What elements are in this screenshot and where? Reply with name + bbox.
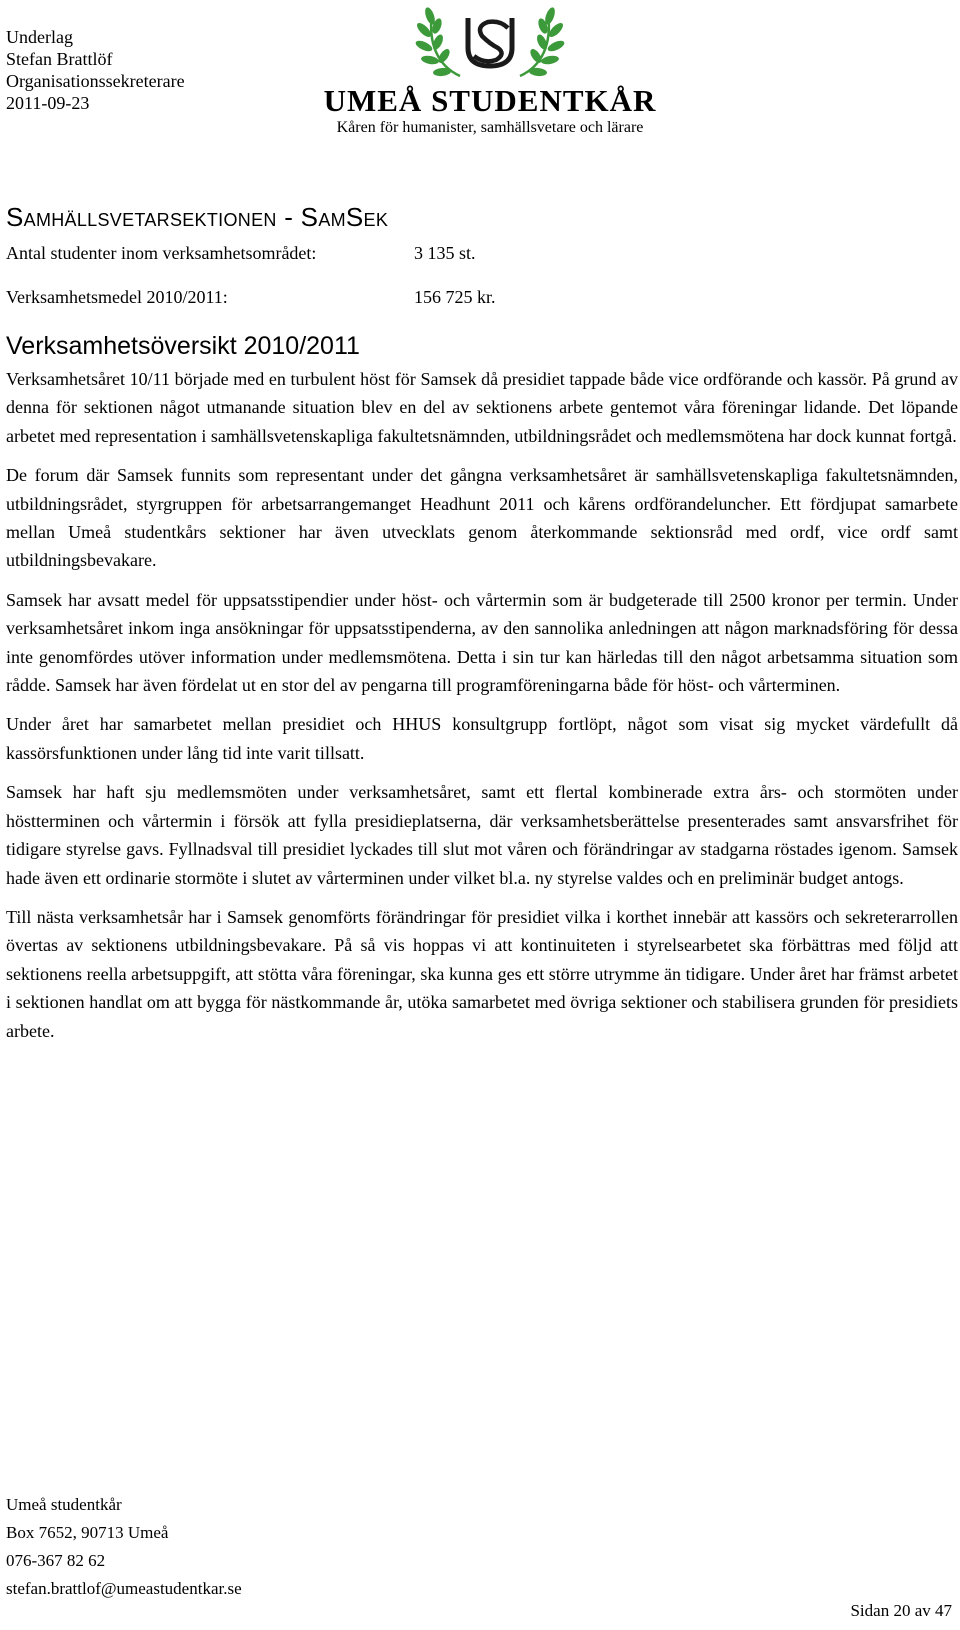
page-number: Sidan 20 av 47 xyxy=(850,1601,952,1620)
org-name: UMEÅ STUDENTKÅR xyxy=(323,83,657,118)
us-monogram-icon xyxy=(468,18,512,66)
stat-label: Antal studenter inom verksamhetsområdet: xyxy=(6,243,317,263)
footer-contact xyxy=(6,1491,242,1603)
footer-org: Umeå studentkår xyxy=(6,1495,122,1514)
paragraph: Till nästa verksamhetsår har i Samsek genomförts förändringar för presidiet vilka i korthet innebär att kassörs och sekreterarrollen övertas av sektionens utbildningsbevakare. På så vis hoppas vi att kontinuiteten i styrelsearbetet ska förbättras med följd att sektionens reella arbetsuppgift, att stötta våra föreningar, ska kunna ges ett större utrymme än tidigare. Under året har främst arbetet i sektionen handlat om att bygga för nästkommande år, utöka samarbetet med övriga sektioner och stabilisera grunden för presidiets arbete. xyxy=(6,906,958,1041)
body-text xyxy=(6,365,958,1056)
stat-value: 3 135 st. xyxy=(414,243,476,263)
author-role: Organisationssekreterare xyxy=(6,71,185,91)
paragraph: De forum där Samsek funnits som representant under det gångna verksamhetsåret är samhällsvetenskapliga fakultetsnämnden, utbildningsrådet, styrgruppen för arbetsarrangemanget Headhunt 2011 och kårens ordförandeluncher. Ett fördjupat samarbete mellan Umeå studentkårs sektioner har även utvecklats genom återkommande sektionsråd med ordf, vice ordf samt utbildningsbevakare. xyxy=(6,465,958,571)
laurel-wreath-icon xyxy=(320,0,660,84)
org-tagline: Kåren för humanister, samhällsvetare och lärare xyxy=(336,119,644,136)
paragraph: Samsek har haft sju medlemsmöten under verksamhetsåret, samt ett flertal kombinerade extra års- och stormöten under höstterminen och vårtermin i försök att fylla presidieplatserna, där verksamhetsberättelse presenterades samt ansvarsfrihet för tidigare styrelse gavs. Fyllnadsval till presidiet lyckades till slut mot våren och förändringar av stadgarna röstades igenom. Samsek hade även ett ordinarie stormöte i slutet av vårterminen under vilket bl.a. ny styrelse valdes och en preliminär budget antogs. xyxy=(6,782,958,888)
document-date: 2011-09-23 xyxy=(6,93,90,113)
overview-heading: Verksamhetsöversikt 2010/2011 xyxy=(6,332,360,360)
paragraph: Samsek har avsatt medel för uppsatsstipendier under höst- och vårtermin som är budgeterade till 2500 kronor per termin. Under verksamhetsåret inkom inga ansökningar för uppsatsstipenderna, av den sannolika anledningen att någon marknadsföring för dessa inte genomfördes utöver information under medlemsmötena. Detta i sin tur kan härledas till den något arbetsamma situation som rådde. Samsek har även fördelat ut en stor del av pengarna till programföreningarna både för höst- och vårterminen. xyxy=(6,589,958,696)
footer-email: stefan.brattlof@umeastudentkar.se xyxy=(6,1579,242,1598)
umea-studentkar-logo xyxy=(320,0,660,142)
footer-address: Box 7652, 90713 Umeå xyxy=(6,1523,169,1542)
doc-type: Underlag xyxy=(6,27,73,47)
document-header-meta xyxy=(6,26,185,114)
paragraph: Verksamhetsåret 10/11 började med en turbulent höst för Samsek då presidiet tappade både vice ordförande och kassör. På grund av denna för sektionen något utmanande situation blev en del av sektionens arbete gentemot våra föreningar lidande. Det löpande arbetet med representation i samhällsvetenskapliga fakultetsnämnden, utbildningsrådet och medlemsmötena har dock kunnat fortgå. xyxy=(6,369,958,446)
stat-label: Verksamhetsmedel 2010/2011: xyxy=(6,287,228,307)
author-name: Stefan Brattlöf xyxy=(6,49,113,69)
footer-phone: 076-367 82 62 xyxy=(6,1551,106,1570)
stat-value: 156 725 kr. xyxy=(414,287,496,307)
section-title: Samhällsvetarsektionen - SamSek xyxy=(6,202,389,232)
paragraph: Under året har samarbetet mellan presidiet och HHUS konsultgrupp fortlöpt, något som visat sig mycket värdefullt då kassörsfunktionen under lång tid inte varit tillsatt. xyxy=(6,714,958,763)
